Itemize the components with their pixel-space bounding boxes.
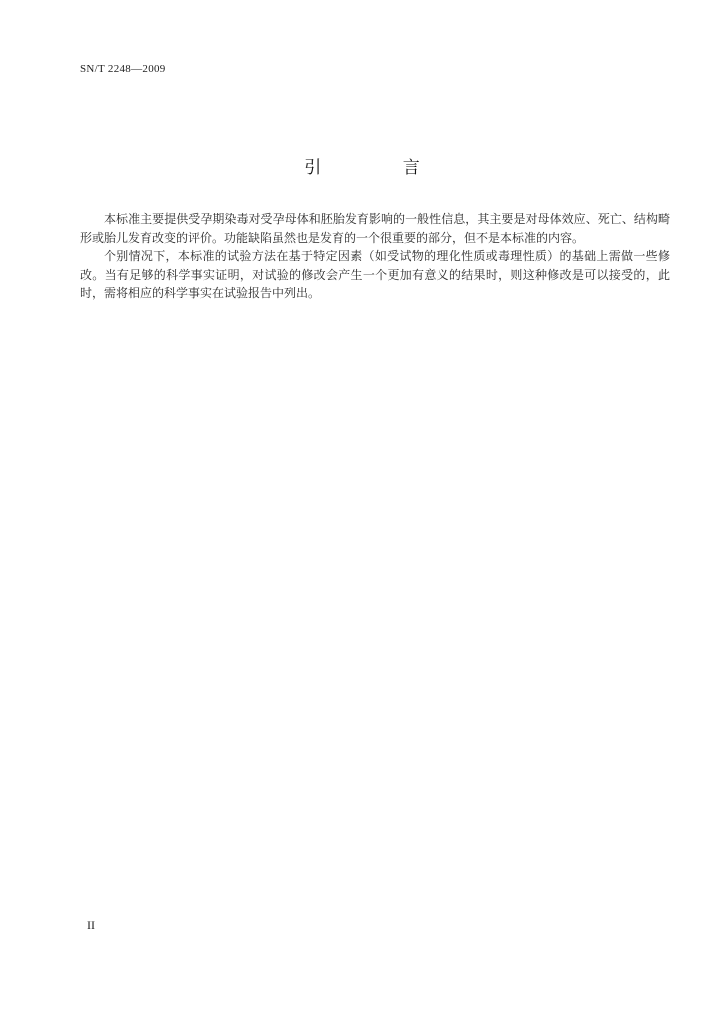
paragraph-2: 个别情况下，本标准的试验方法在基于特定因素（如受试物的理化性质或毒理性质）的基础上需做一些修改。当有足够的科学事实证明，对试验的修改会产生一个更加有意义的结果时，则这种修改是可以接受的，此时，需将相应的科学事实在试验报告中列出。 [80, 249, 670, 300]
paragraph-1: 本标准主要提供受孕期染毒对受孕母体和胚胎发育影响的一般性信息，其主要是对母体效应、死亡、结构畸形或胎儿发育改变的评价。功能缺陷虽然也是发育的一个很重要的部分，但不是本标准的内容。 [80, 212, 670, 245]
section-title: 引 言 [304, 158, 458, 178]
document-header: SN/T 2248—2009 [80, 63, 166, 75]
introduction-body [80, 210, 670, 303]
page-number: II [87, 918, 95, 932]
